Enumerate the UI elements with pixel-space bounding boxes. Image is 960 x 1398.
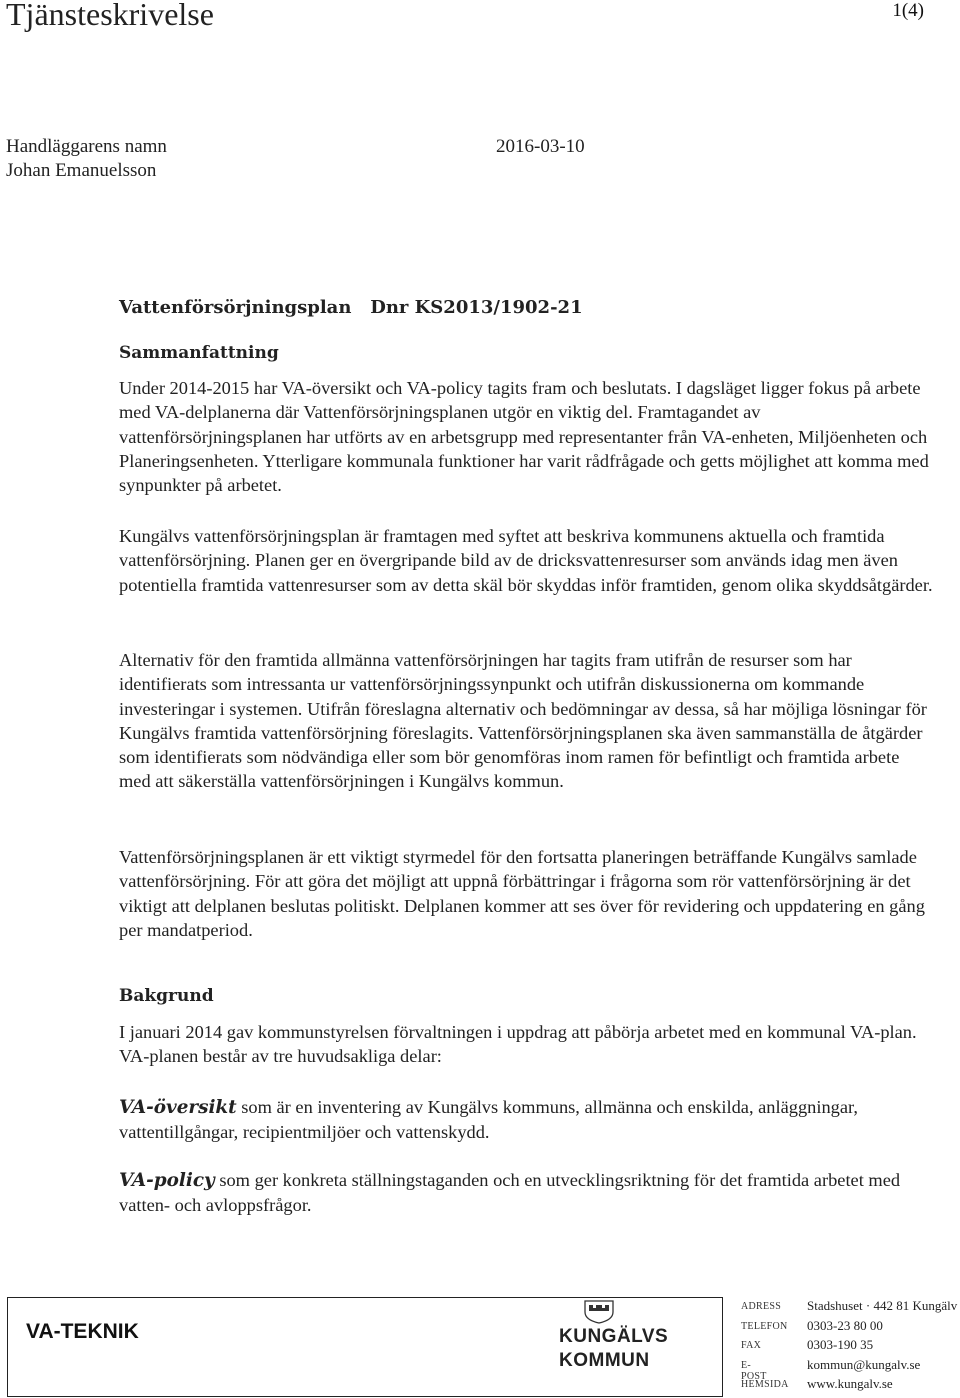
paragraph-text: Alternativ för den framtida allmänna vattenförsörjningen har tagits fram utifrån de resurser som har identifierats som intressanta ur vattenförsörjningssynpunkt och utifrån diskussionerna om kommande investeringar i systemen. Utifrån föreslagna alternativ och bedömningar av dessa, så har möjliga lösningar för Kungälvs framtida vattenförsörjning föreslagits. Vattenförsörjningsplanen ska även sammanställa de åtgärder som identifierats som nödvändiga eller som bör genomföras inom ramen för befintligt och framtida arbete med att säkerställa vattenförsörjningen i Kungälvs kommun. bbox=[119, 650, 927, 792]
footer bbox=[7, 1297, 957, 1397]
department-name: VA-TEKNIK bbox=[26, 1320, 139, 1343]
contact-label: ADRESS bbox=[741, 1301, 782, 1312]
footer-box bbox=[7, 1297, 723, 1397]
paragraph-text: Vattenförsörjningsplanen är ett viktigt styrmedel för den fortsatta planeringen beträffande Kungälvs samlade vattenförsörjning. För att göra det möjligt att uppnå förbättringar i frågorna som rör vattenförsörjning är det viktigt att delplanen beslutas politiskt. Delplanen kommer att ses över för revidering och uppdatering en gång per mandatperiod. bbox=[119, 847, 925, 940]
contact-value: 0303-190 35 bbox=[807, 1337, 874, 1352]
document-title: Tjänsteskrivelse bbox=[6, 0, 214, 32]
background-paragraph bbox=[119, 1020, 934, 1069]
document-heading: Vattenförsörjningsplan Dnr KS2013/1902-21 bbox=[119, 297, 583, 318]
contact-value: Stadshuset · 442 81 Kungälv bbox=[807, 1298, 958, 1313]
contact-value: 0303-23 80 00 bbox=[807, 1317, 883, 1333]
paragraph-text: Kungälvs vattenförsörjningsplan är framtagen med syftet att beskriva kommunens aktuella och framtida vattenförsörjning. Planen ger en övergripande bild av de dricksvattenresurser som används idag men även potentiella framtida vattenresurser som av detta skäl bör skyddas inför framtiden, genom olika skyddsåtgärder. bbox=[119, 526, 933, 595]
list-item bbox=[119, 1095, 934, 1145]
document-date: 2016-03-10 bbox=[496, 136, 585, 157]
paragraph bbox=[119, 648, 934, 794]
summary-heading: Sammanfattning bbox=[119, 343, 279, 363]
list-item bbox=[119, 1168, 934, 1218]
contact-label: TELEFON bbox=[741, 1320, 788, 1332]
paragraph-text: I januari 2014 gav kommunstyrelsen förvaltningen i uppdrag att påbörja arbetet med en kommunal VA-plan. VA-planen består av tre huvudsakliga delar: bbox=[119, 1022, 917, 1067]
logo-line: KUNGÄLVS bbox=[559, 1326, 669, 1347]
municipality-logo bbox=[544, 1298, 669, 1396]
contact-email-link[interactable]: kommun@kungalv.se bbox=[807, 1356, 921, 1372]
contact-label: FAX bbox=[741, 1340, 762, 1351]
logo-line: KOMMUN bbox=[559, 1350, 650, 1371]
item-term: VA-policy bbox=[119, 1170, 215, 1191]
handler-label: Handläggarens namn bbox=[6, 136, 167, 157]
paragraph bbox=[119, 524, 934, 597]
page-number: 1(4) bbox=[892, 0, 924, 21]
item-text: som ger konkreta ställningstaganden och en utvecklingsriktning för det framtida arbetet med vatten- och avloppsfrågor. bbox=[119, 1170, 901, 1216]
paragraph-text: Under 2014-2015 har VA-översikt och VA-policy tagits fram och beslutats. I dagsläget ligger fokus på arbete med VA-delplanerna där Vattenförsörjningsplanen utgör en viktig del. Framtagandet av vattenförsörjningsplanen har utförts av en arbetsgrupp med representanter från VA-enheten, Miljöenheten och Planeringsenheten. Ytterligare kommunala funktioner har varit rådfrågade och getts möjlighet att komma med synpunkter på arbetet. bbox=[119, 378, 929, 496]
contact-label: HEMSIDA bbox=[741, 1379, 789, 1390]
paragraph bbox=[119, 845, 934, 942]
paragraph bbox=[119, 376, 934, 497]
item-text: som är en inventering av Kungälvs kommuns, allmänna och enskilda, anläggningar, vattentillgångar, recipientmiljöer och vattenskydd. bbox=[119, 1097, 859, 1143]
item-term: VA-översikt bbox=[119, 1097, 237, 1118]
contact-website-link[interactable]: www.kungalv.se bbox=[807, 1376, 893, 1391]
background-heading: Bakgrund bbox=[119, 986, 214, 1006]
handler-name: Johan Emanuelsson bbox=[6, 160, 157, 181]
contact-label: E-POST bbox=[741, 1359, 767, 1382]
